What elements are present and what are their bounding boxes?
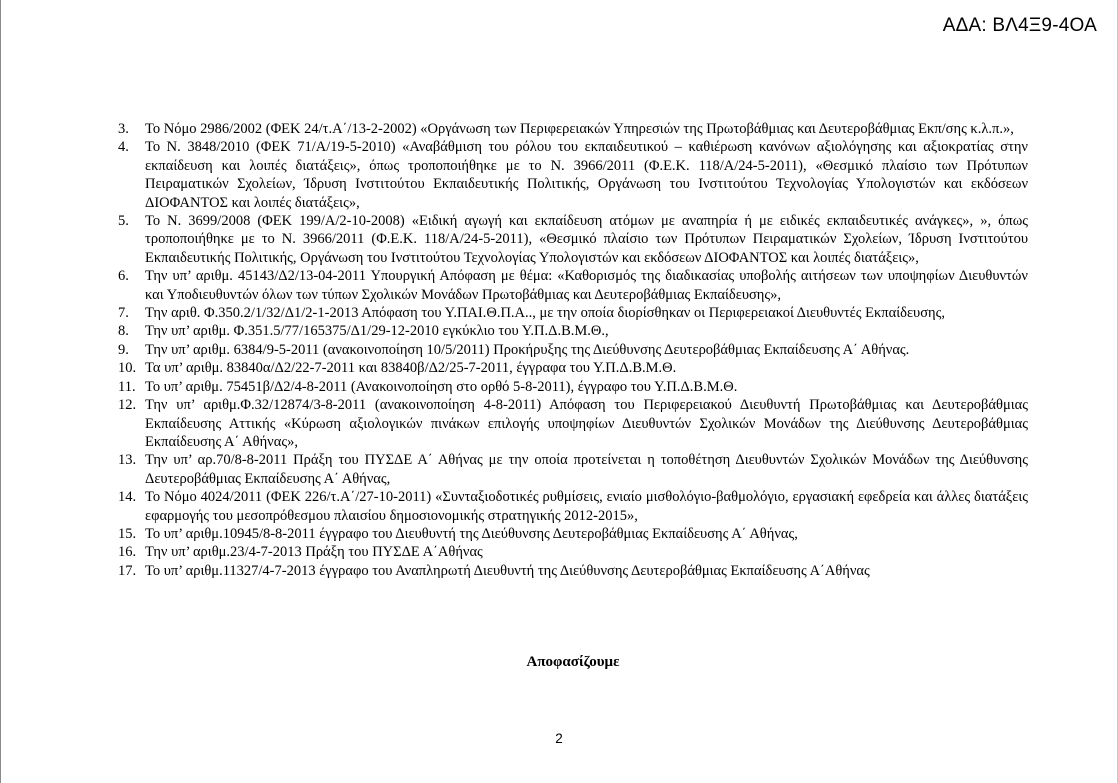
list-item <box>118 322 1028 340</box>
legal-references-list <box>118 120 1028 580</box>
item-number: 15. <box>118 525 137 542</box>
item-number: 8. <box>118 323 129 340</box>
item-text: Το υπ’ αριθμ. 75451β/Δ2/4-8-2011 (Ανακοινοποίηση στο ορθό 5-8-2011), έγγραφο του Υ.Π.Δ.Β.Μ.Θ. <box>145 378 738 395</box>
decision-heading: Αποφασίζουμε <box>526 654 620 670</box>
item-text: Την υπ’ αριθμ.Φ.32/12874/3-8-2011 (ανακοινοποίηση 4-8-2011) Απόφαση του Περιφερειακού Διευθυντή Πρωτοβάθμιας και Δευτεροβάθμιας Εκπαίδευσης Αττικής «Κύρωση αξιολογικών πινάκων επιλογής υποψηφίων Διευθυντών Σχολικών Μονάδων της Διεύθυνσης Δευτεροβάθμιας Εκπαίδευσης Α΄ Αθήνας», <box>145 397 1028 450</box>
item-text: Το Ν. 3848/2010 (ΦΕΚ 71/Α/19-5-2010) «Αναβάθμιση του ρόλου του εκπαιδευτικού – καθιέρωση κανόνων αξιολόγησης και αξιοκρατίας στην εκπαίδευση και λοιπές διατάξεις», όπως τροποποιήθηκε με το Ν. 3966/2011 (Φ.Ε.Κ. 118/Α/24-5-2011), «Θεσμικό πλαίσιο των Πρότυπων Πειραματικών Σχολείων, Ίδρυση Ινστιτούτου Εκπαιδευτικής Πολιτικής, Οργάνωση του Ινστιτούτου Τεχνολογίας Υπολογιστών και εκδόσεων ΔΙΟΦΑΝΤΟΣ και λοιπές διατάξεις», <box>145 139 1028 211</box>
list-item <box>118 120 1028 138</box>
item-number: 16. <box>118 544 137 561</box>
ada-code: ΑΔΑ: ΒΛ4Ξ9-4ΟΑ <box>942 15 1097 36</box>
item-number: 7. <box>118 305 129 322</box>
list-item <box>118 488 1028 525</box>
item-number: 3. <box>118 121 129 137</box>
item-number: 11. <box>118 378 136 395</box>
item-number: 13. <box>118 452 137 469</box>
list-item <box>118 396 1028 451</box>
item-number: 9. <box>118 341 129 358</box>
item-text: Την υπ’ αριθμ. 45143/Δ2/13-04-2011 Υπουργική Απόφαση με θέμα: «Καθορισμός της διαδικασίας υποβολής αιτήσεων των υποψηφίων Διευθυντών και Υποδιευθυντών όλων των τύπων Σχολικών Μονάδων Πρωτοβάθμιας και Δευτεροβάθμιας Εκπαίδευσης», <box>145 268 1028 303</box>
item-number: 5. <box>118 213 129 230</box>
page-left-border <box>0 0 1 783</box>
item-text: Το υπ’ αριθμ.10945/8-8-2011 έγγραφο του Διευθυντή της Διεύθυνσης Δευτεροβάθμιας Εκπαίδευσης Α΄ Αθήνας, <box>145 525 798 542</box>
item-number: 4. <box>118 139 129 156</box>
item-number: 14. <box>118 489 137 506</box>
item-text: Το υπ’ αριθμ.11327/4-7-2013 έγγραφο του Αναπληρωτή Διευθυντή της Διεύθυνσης Δευτεροβάθμιας Εκπαίδευσης Α΄Αθήνας <box>145 562 870 579</box>
item-text: Την υπ’ αριθμ. 6384/9-5-2011 (ανακοινοποίηση 10/5/2011) Προκήρυξης της Διεύθυνσης Δευτεροβάθμιας Εκπαίδευσης Α΄ Αθήνας. <box>145 341 910 358</box>
item-number: 12. <box>118 397 137 414</box>
list-item <box>118 267 1028 304</box>
list-item <box>118 562 1028 580</box>
list-item <box>118 341 1028 359</box>
item-number: 17. <box>118 562 137 579</box>
list-item <box>118 378 1028 396</box>
list-item <box>118 525 1028 543</box>
item-text: Τα υπ’ αριθμ. 83840α/Δ2/22-7-2011 και 83840β/Δ2/25-7-2011, έγγραφα του Υ.Π.Δ.Β.Μ.Θ. <box>145 360 677 377</box>
item-text: Το Ν. 3699/2008 (ΦΕΚ 199/Α/2-10-2008) «Ειδική αγωγή και εκπαίδευση ατόμων με αναπηρία ή με ειδικές εκπαιδευτικές ανάγκες», », όπως τροποποιήθηκε με το Ν. 3966/2011 (Φ.Ε.Κ. 118/Α/24-5-2011), «Θεσμικό πλαίσιο των Πρότυπων Πειραματικών Σχολείων, Ίδρυση Ινστιτούτου Εκπαιδευτικής Πολιτικής, Οργάνωση του Ινστιτούτου Τεχνολογίας Υπολογιστών και εκδόσεων ΔΙΟΦΑΝΤΟΣ και λοιπές διατάξεις», <box>145 213 1028 266</box>
list-item <box>118 138 1028 212</box>
item-text: Το Νόμο 2986/2002 (ΦΕΚ 24/τ.Α΄/13-2-2002) «Οργάνωση των Περιφερειακών Υπηρεσιών της Πρωτοβάθμιας και Δευτεροβάθμιας Εκπ/σης κ.λ.π.», <box>145 121 1014 137</box>
item-text: Την υπ’ αριθμ. Φ.351.5/77/165375/Δ1/29-12-2010 εγκύκλιο του Υ.Π.Δ.Β.Μ.Θ., <box>145 323 609 340</box>
item-text: Την αριθ. Φ.350.2/1/32/Δ1/2-1-2013 Απόφαση του Υ.ΠΑΙ.Θ.Π.Α.., με την οποία διορίσθηκαν οι Περιφερειακοί Διευθυντές Εκπαίδευσης, <box>145 305 945 322</box>
item-number: 10. <box>118 360 137 377</box>
item-text: Την υπ’ αριθμ.23/4-7-2013 Πράξη του ΠΥΣΔΕ Α΄Αθήνας <box>145 544 483 561</box>
list-item <box>118 543 1028 561</box>
item-text: Το Νόμο 4024/2011 (ΦΕΚ 226/τ.Α΄/27-10-2011) «Συνταξιοδοτικές ρυθμίσεις, ενιαίο μισθολόγιο-βαθμολόγιο, εργασιακή εφεδρεία και άλλες διατάξεις εφαρμογής του μεσοπρόθεσμου πλαισίου δημοσιονομικής στρατηγικής 2012-2015», <box>145 489 1028 524</box>
item-text: Την υπ’ αρ.70/8-8-2011 Πράξη του ΠΥΣΔΕ Α΄ Αθήνας με την οποία προτείνεται η τοποθέτηση Διευθυντών Σχολικών Μονάδων της Διεύθυνσης Δευτεροβάθμιας Εκπαίδευσης Α΄ Αθήνας, <box>145 452 1028 487</box>
list-item <box>118 451 1028 488</box>
item-number: 6. <box>118 268 129 285</box>
list-item <box>118 359 1028 377</box>
list-item <box>118 304 1028 322</box>
page-number: 2 <box>555 731 563 746</box>
list-item <box>118 212 1028 267</box>
